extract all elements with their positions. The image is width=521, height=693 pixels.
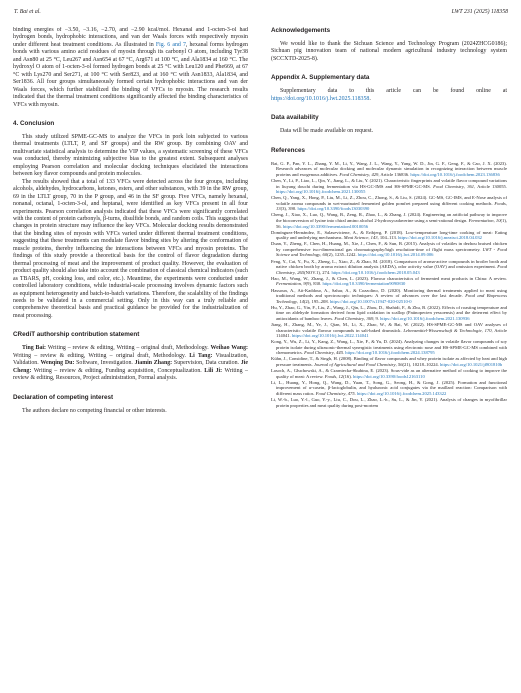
reference-item xyxy=(271,339,507,356)
header-authors: T. Bai et al. xyxy=(14,9,41,15)
reference-item xyxy=(271,380,507,397)
reference-pages: , 9. xyxy=(373,315,381,321)
credit-author-roles: Visualization, Validation. xyxy=(13,352,248,367)
reference-pages: (9), 830. xyxy=(305,281,323,287)
reference-text: Hu, Y., Zhao, G., Yin, F., Liu, Z., Wang, J., Qin, L., Zhou, D., Shahidi, F., & Zhu, B. (2022). Effects of roasting temperature and time on aldehyde formation derived from lipid oxidation in scallop (Patinopecten yessoensis) and the deterrent effect by antioxidants of bamboo leaves. xyxy=(271,304,507,321)
reference-separator: , xyxy=(395,361,398,367)
reference-pages: . xyxy=(343,350,346,356)
reference-pages: (21), 10218–10224. xyxy=(402,361,441,367)
reference-volume: 369 xyxy=(366,315,374,321)
reference-journal: Food Chemistry xyxy=(433,183,464,189)
reference-separator: , xyxy=(336,373,339,379)
reference-separator: , xyxy=(320,252,323,258)
reference-pages: , Article 136836. xyxy=(378,171,411,177)
reference-text: Kühn, J., Considine, T., & Singh, H. (2008). Binding of flavor compounds and whey protein isolate as affected by heat and high pressure treatments. xyxy=(271,356,507,367)
reference-volume: 475 xyxy=(347,390,355,396)
reference-volume: 13 xyxy=(276,206,281,212)
reference-separator: , xyxy=(364,315,367,321)
reference-separator: , xyxy=(333,350,337,356)
reference-text: Chen, Q., Yang, X., Hong, P., Liu, M., Li, Z., Zhou, C., Zhong, S., & Liu, S. (2024). GC-MS, GC-IMS, and E-Nose analysis of volatile aroma compounds in wet-marinated fermented golden pomfret prepared using different cooking methods. xyxy=(271,195,507,206)
reference-journal: Food Chemistry xyxy=(315,390,346,396)
reference-item xyxy=(271,276,507,287)
reference-text: Hao, M., Wang, W., Zhang, J., & Chen, L. (2023). Flavour characteristics of fermented meat products in China: A review. xyxy=(271,275,507,281)
section-heading-appendix: Appendix A. Supplementary data xyxy=(271,74,370,82)
acknowledgements-text: We would like to thank the Sichuan Science and Technology Program (2024ZHCG0186); Sichuan pig innovation team of national modern agricultural industry technology system (SCCXTD-2025-8). xyxy=(271,41,507,62)
reference-item xyxy=(271,178,507,195)
reference-journal: LWT - Food Science and Technology xyxy=(276,246,507,258)
reference-doi-link[interactable]: https://doi.org/10.1016/j.foodchem.2023.136836 xyxy=(410,171,500,177)
section-heading-acknowledgements: Acknowledgements xyxy=(271,27,331,34)
reference-doi-link[interactable]: https://doi.org/10.1016/j.foodchem.2021.130055 xyxy=(276,189,366,195)
reference-separator: , xyxy=(301,281,304,287)
data-availability-text: Data will be made available on request. xyxy=(280,128,374,135)
reference-journal: Lebensmittel-Wissenschaft & Technologie xyxy=(403,327,482,333)
reference-item xyxy=(271,368,507,379)
reference-journal: Food and Bioprocess Technology xyxy=(276,293,507,304)
credit-statement xyxy=(13,345,248,382)
reference-doi-link[interactable]: https://doi.org/10.3390/fermentation9090830 xyxy=(322,281,406,287)
reference-doi-link[interactable]: https://doi.org/10.1016/j.lwt.2014.09.006 xyxy=(357,252,434,258)
reference-text: Kong, Y., Wu, Z., Li, Y., Kang, Z., Wang, L., Xie, F., & Yu, D. (2024). Analyzing changes in volatile flavor compounds of soy protein isolate during ultrasonic-thermal synergistic treatments using electronic nose and HS-SPME-GC-MS combined with chemometrics. xyxy=(271,339,507,356)
reference-journal: Foods xyxy=(494,200,506,206)
reference-journal: Fermentation xyxy=(276,281,302,287)
header-journal: LWT 231 (2025) 118358 xyxy=(451,9,508,15)
credit-author-name: Wenqing Du: xyxy=(40,360,75,367)
reference-volume: 14 xyxy=(299,298,304,304)
credit-author-name: Li Tang: xyxy=(189,352,213,359)
reference-doi-link[interactable]: https://doi.org/10.1016/j.foodchem.2025.143322 xyxy=(356,390,447,396)
reference-text: Feng, Y., Cai, Y., Fu, X., Zheng, L., Xiao, Z., & Zhao, M. (2018). Comparison of aroma-active compounds in broiler broth and native chicken broth by aroma extract dilution analysis (AEDA), odor activity value (OAV) and omission experiment. xyxy=(271,258,507,270)
section-heading-conclusion: 4. Conclusion xyxy=(13,119,55,127)
reference-journal: Food Chemistry xyxy=(339,171,370,177)
discussion-paragraph: binding energies of −3.50, −3.16, −2.70, and −2.90 kcal/mol. Hexanal and 1-octen-3-ol had hydrogen bonds, hydrophobic interactions, and van der Waals forces with respectively myosin under different heat treatment conditions. As illustrated in Fig. 6 and 7, hexanal forms hydrogen bonds with various amino acid residues of myosin through its carbonyl O atom, including Tyr38 and Asn80 at 25 °C, Leu267 and Asn654 at 67 °C, Arg671 at 100 °C, and Ala1834 at 160 °C. The hydroxyl O atom of 1-octen-3-ol formed hydrogen bonds at 25 °C with Leu120 and Phe669, at 67 °C with Lys270 and Ser271, at 100 °C with Ser823, and at 160 °C with Asn1833, Ala1834, and Ser1836. All four groups simultaneously formed certain hydrophobic interactions and van der Waals forces, which further stabilized the binding of VFCs to myosin. The research results indicated that the thermal treatment conditions significantly affected the binding characteristics of VFCs with myosin. xyxy=(13,27,248,108)
reference-pages: (2), 1235–1242. xyxy=(327,252,358,258)
reference-volume: 445 xyxy=(336,350,343,356)
reference-volume: 10 xyxy=(495,217,501,223)
reference-pages: (NOV.1), 274. xyxy=(304,269,332,275)
reference-text: Li, W.-b., Luo, Y.-l., Guo, Y.-y., Liu, C., Dou, L., Zhao, L.-h., Su, L., & Jin, Y. (2021). Analysis of changes in myofibrillar protein properties and meat quality during post-mortem xyxy=(271,397,507,408)
credit-author-roles: Software, Investigation. xyxy=(74,360,135,367)
reference-separator: , xyxy=(368,235,371,241)
supplementary-doi-link[interactable]: https://doi.org/10.1016/j.lwt.2025.118358 xyxy=(271,95,370,102)
figure-link[interactable]: Fig. 6 and 7 xyxy=(155,41,186,48)
reference-text: Duan, Y., Zheng, F., Chen, H., Huang, M., Xie, J., Chen, F., & Sun, B. (2015). Analysis of volatiles in dezhou braised chicken by comprehensive two-dimensional gas chromatography/high resolution-time of flight mass spectrometry. xyxy=(271,241,507,252)
reference-separator: , xyxy=(505,200,507,206)
reference-text: Hassoun, A., Ait-Kaddour, A., Sahar, A., & Cozzolino, D. (2020). Monitoring thermal treatments applied to meat using traditional methods and spectroscopic techniques: A review of advances over the last decade. xyxy=(271,287,507,299)
credit-author-roles: Writing – review & editing, Writing – original draft, Methodology. xyxy=(46,345,211,352)
reference-doi-link[interactable]: https://doi.org/10.3390/foods12163110 xyxy=(353,373,425,379)
reference-volume: 429 xyxy=(371,171,379,177)
reference-volume: 361 xyxy=(467,183,475,189)
reference-separator: , xyxy=(493,217,496,223)
section-heading-references: References xyxy=(271,146,305,154)
reference-separator: , xyxy=(481,327,485,333)
reference-volume: 9 xyxy=(303,281,306,287)
reference-doi-link[interactable]: https://doi.org/10.1021/jf801810b xyxy=(440,361,503,367)
reference-item xyxy=(271,161,507,178)
reference-volume: 265 xyxy=(297,269,305,275)
credit-author-name: Lili Ji: xyxy=(204,367,223,374)
reference-separator: , xyxy=(369,171,372,177)
reference-pages: (16). xyxy=(343,373,354,379)
reference-text: Jiang, H., Zhang, M., Ye, J., Qian, M., Li, X., Zhao, W., & Bai, W. (2022). HS-SPME-GC-MS and OAV analyses of characteristic volatile flavour compounds in salt-baked drumstick. xyxy=(271,321,507,333)
reference-pages: (1), 56. xyxy=(276,217,507,229)
reference-text: Li, L., Huang, Y., Hong, Q., Wang, D., Yuan, T., Song, G., Seong, H., & Gong, J. (2025). Formation and functional improvement of α-casein, β-lactoglobulin, and hyaluronic acid conjugates via the maillard reaction: Comparison with different mass ratios. xyxy=(271,379,507,396)
reference-text: Cheng, J., Xiao, X., Luo, Q., Wang, B., Zeng, R., Zhao, L., & Zhang, J. (2024). Engineering an artificial pathway to improve the bioconversion of lysine into chiral amino alcohol 2-hydroxycadaverine using a semi-rational design. xyxy=(271,212,507,223)
reference-doi-link[interactable]: https://doi.org/10.1016/j.meatsci.2018.04.032 xyxy=(398,235,482,241)
reference-item xyxy=(271,305,507,322)
reference-volume: 56 xyxy=(397,361,403,367)
reference-volume: 12 xyxy=(338,373,344,379)
reference-item xyxy=(271,288,507,305)
reference-journal: Food Chemistry xyxy=(334,315,365,321)
reference-item xyxy=(271,230,507,241)
reference-volume: 143 xyxy=(370,235,378,241)
reference-separator: , xyxy=(294,269,298,275)
credit-author-name: Jiamin Zhang: xyxy=(134,360,173,367)
reference-item xyxy=(271,356,507,367)
reference-item xyxy=(271,195,507,212)
reference-journal: Journal of Agricultural and Food Chemistry xyxy=(313,361,396,367)
credit-author-roles: Supervision, Data curation. xyxy=(172,360,241,367)
reference-volume: 170 xyxy=(484,327,492,333)
reference-journal: Meat Science xyxy=(343,235,369,241)
competing-interest-statement: The authors declare no competing financial or other interests. xyxy=(22,407,167,414)
reference-text: Lasoch, A., Głuchowski, A., & Czarniecka-Skubina, E. (2023). Sous-vide as an alternative method of cooking to improve the quality of meat: A review. xyxy=(271,368,507,379)
credit-author-name: Jie Cheng: xyxy=(13,360,248,374)
left-column xyxy=(13,27,248,689)
reference-journal: Food Chemistry xyxy=(304,350,334,356)
credit-author-roles: Writing – review & editing, Writing – original draft, Methodology. xyxy=(13,352,190,359)
reference-doi-link[interactable]: https://doi.org/10.1007/s11947-020-02510-0 xyxy=(329,298,412,304)
reference-separator: , xyxy=(345,390,348,396)
appendix-text: Supplementary data to this article can be found online at https://doi.org/10.1016/j.lwt.2025.118358. xyxy=(271,88,507,102)
reference-volume: 60 xyxy=(322,252,328,258)
reference-pages: , Article 130055. xyxy=(474,183,507,189)
reference-doi-link[interactable]: https://doi.org/10.1016/j.lwt.2022.114041 xyxy=(291,333,369,339)
reference-pages: (2), 195–208. xyxy=(303,298,330,304)
reference-text: Bai, G. P., Pan, Y. L., Zhang, Y. M., Li, Y., Wang, J. L., Wang, Y., Yang, W. D., Jin, G. F., Geng, F., & Cao, J. X. (2023). Research advances of molecular docking and molecular dynamic simulation in recognizing interaction between muscle proteins and exogenous additives. xyxy=(271,160,507,177)
reference-item xyxy=(271,322,507,339)
reference-item xyxy=(271,212,507,229)
reference-separator: , xyxy=(297,298,300,304)
reference-item xyxy=(271,241,507,258)
section-heading-competing-interest: Declaration of competing interest xyxy=(13,393,114,401)
right-column xyxy=(271,27,507,689)
reference-item xyxy=(271,259,507,276)
reference-pages: , Article 114041. xyxy=(276,327,507,339)
reference-list xyxy=(271,161,507,408)
reference-doi-link[interactable]: https://doi.org/10.1016/j.foodchem.2021.130936 xyxy=(380,315,470,321)
conclusion-paragraph-1: This study utilized SPME-GC-MS to analyze the VFCs in pork loin subjected to various thermal treatments (LTLT, P, and SF groups) and the RW group. By combining OAV and multivariate statistical analysis to determine the VIP values, a systematic screening of these VFCs was conducted, thereby minimizing subjective bias to the greatest extent. Subsequent analyses employing Pearson correlation and molecular docking techniques elucidated the interactions between key flavor compounds and protein molecules. xyxy=(13,133,248,178)
section-heading-credit: CRediT authorship contribution statement xyxy=(13,331,140,339)
reference-text: Domínguez-Hernández, E., Salaseviciene, A., & Ertbjerg, P. (2018). Low-temperature long-time cooking of meat: Eating quality and underlying mechanisms. xyxy=(271,229,507,241)
reference-doi-link[interactable]: https://doi.org/10.1016/j.foodchem.2024.138795 xyxy=(345,350,435,356)
conclusion-paragraph-2: The results showed that a total of 133 VFCs were detected across the four groups, including alcohols, aldehydes, hydrocarbons, ketones, esters, and other substances, with 39 in the RW group, 69 in the LTLT group, 70 in the P group, and 46 in the SF group. Five VFCs, namely hexanal, nonanal, octanal, 1-octen-3-ol, and heptanal, were identified as key VFCs present in all four experiments. Pearson correlation analysis indicated that these VFCs were significantly correlated with the content of protein carbonyls, β-turns, disulfide bonds, and random coils. This suggests that changes in protein structure may influence the key VFCs. Molecular docking results demonstrated that the binding sites of myosin with VFCs varied under different thermal treatment conditions, suggesting that these treatments can modulate flavor binding sites by altering the conformation of muscle proteins, thereby influencing the interactions between VFCs and myosin proteins. The findings of this study provide a theoretical basis for the control of flavor degradation during thermal processing of meat and the improvement of product quality. However, the evaluation of product quality should also take into account the combination of classical chemical indicators (such as TBARS, pH, cooking loss, and color, etc.). Meantime, the experiments were conducted under controlled laboratory conditions, while industrial-scale processing involves dynamic factors such as equipment heterogeneity and batch-to-batch variations. Therefore, the scalability of the findings needs to be validated in a commercial setting. Only in this way can a truly reliable and comprehensive theoretical basis and practical guidance be provided for the industrialization of meat processing. xyxy=(13,178,248,319)
reference-doi-link[interactable]: https://doi.org/10.1016/j.foodchem.2018.05.043 xyxy=(331,269,420,275)
reference-pages: , 104–113. xyxy=(377,235,399,241)
credit-author-name: Weihao Wang: xyxy=(210,345,248,352)
reference-doi-link[interactable]: https://doi.org/10.3390/fermentation10010056 xyxy=(282,223,369,229)
running-header xyxy=(14,9,508,19)
reference-journal: Foods xyxy=(324,373,337,379)
reference-text: Chen, Y., Li, P., Liao, L., Qin, Y., Jiang, L., & Liu, Y. (2021). Characteristic fingerprints and volatile flavor compound variations in liuyang douchi during fermentation via HS-GC-IMS and HS-SPME-GC-MS. xyxy=(271,177,507,189)
reference-journal: Food Chemistry xyxy=(276,264,507,275)
reference-pages: . xyxy=(354,390,357,396)
reference-journal: Fermentation xyxy=(468,217,494,223)
credit-author-roles: Writing – review & editing, Funding acquisition, Conceptualization. xyxy=(31,367,205,374)
reference-item xyxy=(271,397,507,408)
reference-pages: (3), 390. xyxy=(280,206,298,212)
reference-doi-link[interactable]: https://doi.org/10.3390/foods13030390 xyxy=(297,206,370,212)
credit-author-name: Ting Bai: xyxy=(22,345,47,352)
section-heading-data-availability: Data availability xyxy=(271,114,319,122)
credit-author-roles: Writing – review & editing, Resources, Project administration, Formal analysis. xyxy=(13,367,248,382)
reference-separator: , xyxy=(463,183,468,189)
